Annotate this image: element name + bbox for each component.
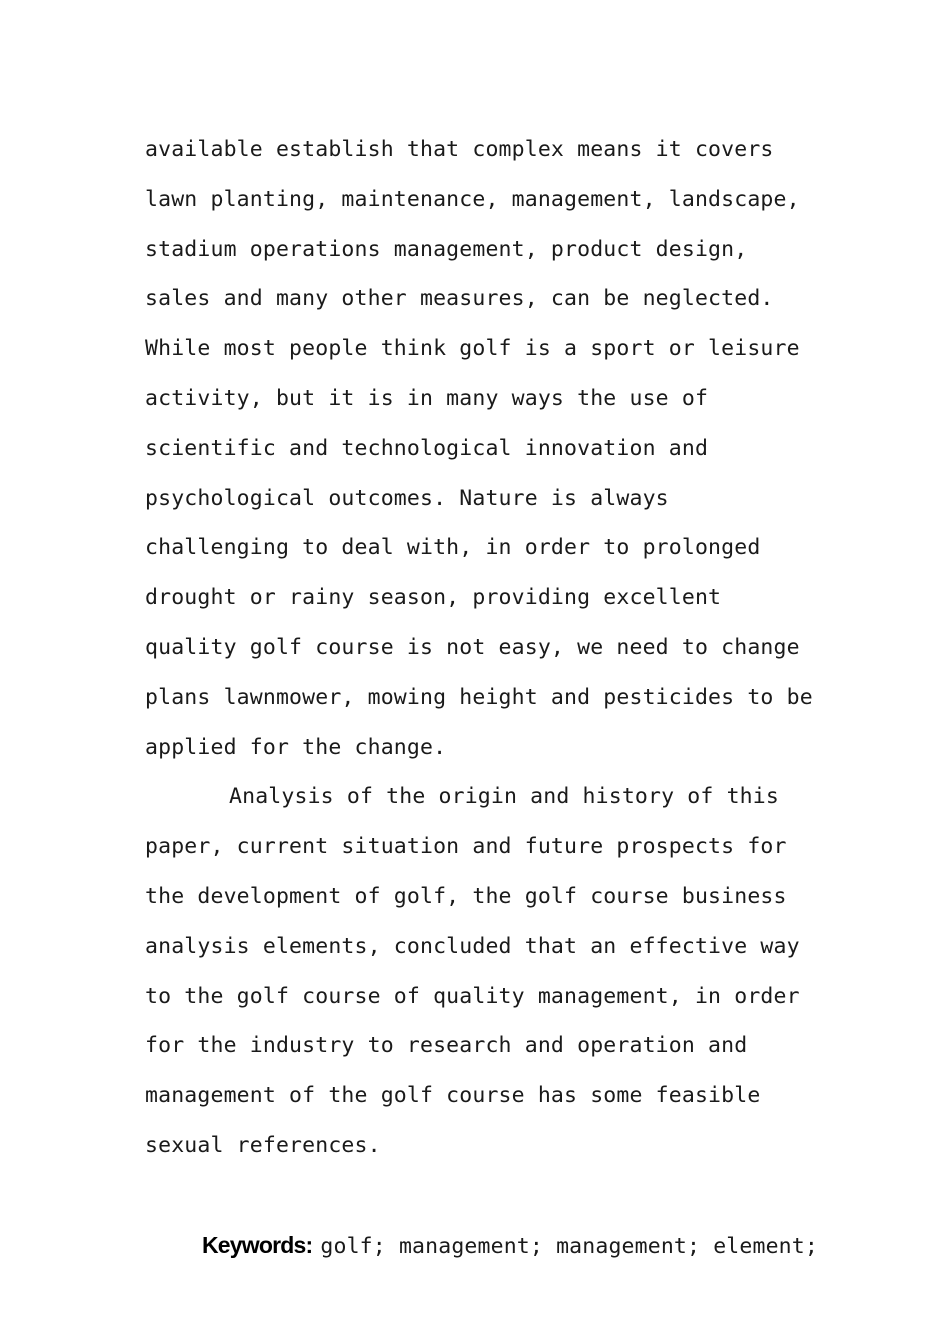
- text-line: to the golf course of quality management, in order: [145, 983, 800, 1009]
- text-line: scientific and technological innovation and: [145, 435, 709, 461]
- text-line: the development of golf, the golf course business: [145, 883, 787, 909]
- text-line: plans lawnmower, mowing height and pesticides to be: [145, 684, 813, 710]
- text-line: activity, but it is in many ways the use of: [145, 385, 709, 411]
- paragraph-continuation: [145, 125, 825, 772]
- text-line: sales and many other measures, can be neglected.: [145, 286, 774, 312]
- text-line: available establish that complex means it covers: [145, 137, 774, 162]
- text-line: quality golf course is not easy, we need to change: [145, 634, 800, 660]
- text-line: paper, current situation and future prospects for: [145, 834, 787, 860]
- text-line: While most people think golf is a sport or leisure: [145, 336, 800, 362]
- text-line: psychological outcomes. Nature is always: [145, 485, 669, 511]
- text-line: drought or rainy season, providing excellent: [145, 585, 722, 611]
- text-line-indented: Analysis of the origin and history of this: [229, 784, 779, 810]
- keywords-value: golf; management; management; element;: [320, 1233, 818, 1259]
- text-line: lawn planting, maintenance, management, landscape,: [145, 186, 800, 212]
- keywords-line: [145, 1171, 825, 1259]
- text-line: challenging to deal with, in order to prolonged: [145, 535, 761, 561]
- text-line: sexual references.: [145, 1132, 381, 1158]
- text-line: management of the golf course has some feasible: [145, 1083, 761, 1109]
- text-line: for the industry to research and operation and: [145, 1033, 748, 1059]
- text-line: stadium operations management, product design,: [145, 236, 748, 262]
- paragraph-analysis: [145, 772, 825, 1170]
- text-line: applied for the change.: [145, 734, 447, 760]
- abstract-body: [145, 125, 825, 1259]
- keywords-label: Keywords:: [202, 1231, 313, 1258]
- text-line: analysis elements, concluded that an effective way: [145, 933, 800, 959]
